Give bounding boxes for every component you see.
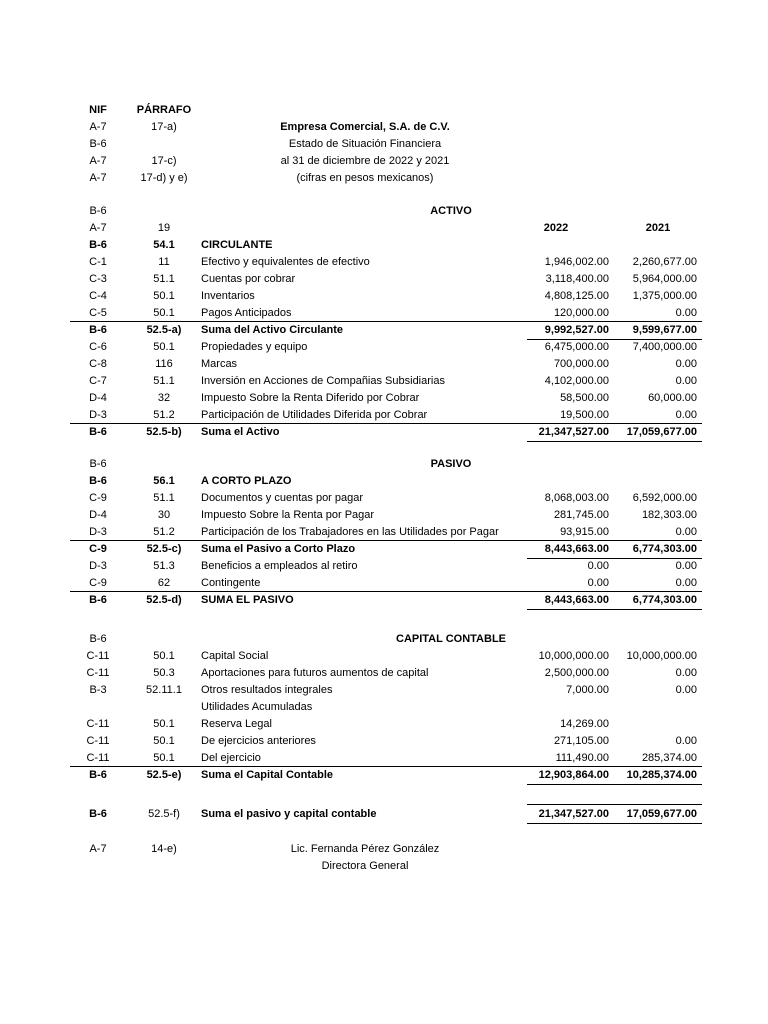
amount-2021-cell: 182,303.00	[641, 509, 697, 521]
parrafo-cell: 19	[157, 222, 171, 234]
description-cell: Inventarios	[201, 290, 255, 302]
parrafo-cell: 52.5-b)	[146, 426, 182, 438]
nif-cell: C-1	[89, 256, 107, 268]
description-cell: CIRCULANTE	[201, 239, 273, 251]
amount-2021-cell: 60,000.00	[648, 392, 697, 404]
amount-2022-cell: 19,500.00	[560, 409, 609, 421]
double-rule-top	[527, 804, 702, 805]
amount-2021-cell: 0.00	[675, 735, 697, 747]
pasivo-row	[0, 541, 768, 558]
parrafo-cell: 52.5-d)	[146, 594, 182, 606]
parrafo-cell: 17-a)	[151, 121, 177, 133]
activo-row	[0, 288, 768, 305]
nif-cell: D-4	[89, 392, 107, 404]
subtotal-rule	[70, 423, 702, 424]
capital-row	[0, 716, 768, 733]
nif-cell: A-7	[89, 155, 107, 167]
description-cell: Utilidades Acumuladas	[201, 701, 313, 713]
amount-2022-cell: 111,490.00	[555, 752, 609, 764]
parrafo-cell: 52.11.1	[146, 684, 182, 696]
amount-2022-cell: 281,745.00	[553, 509, 609, 521]
subtotal-bottom-rule	[527, 441, 702, 442]
amount-2021-cell: 5,964,000.00	[632, 273, 697, 285]
activo-row	[0, 322, 768, 339]
nif-cell: B-6	[89, 458, 107, 470]
description-cell: Otros resultados integrales	[201, 684, 333, 696]
amount-2022-cell: 8,443,663.00	[544, 543, 609, 555]
parrafo-cell: 11	[158, 256, 170, 268]
capital-heading-row	[0, 631, 768, 648]
amount-2021-cell: 0.00	[675, 577, 697, 589]
amount-2022-cell: 4,102,000.00	[544, 375, 609, 387]
amount-2021-cell: 10,000,000.00	[626, 650, 697, 662]
parrafo-cell: 30	[157, 509, 171, 521]
nif-cell: C-8	[89, 358, 107, 370]
amount-2022-cell: 21,347,527.00	[538, 426, 609, 438]
parrafo-cell: 17-d) y e)	[140, 172, 188, 184]
description-cell: Propiedades y equipo	[201, 341, 308, 353]
section-heading-capital: CAPITAL CONTABLE	[396, 633, 506, 645]
amount-2022-cell: 7,000.00	[566, 684, 609, 696]
nif-cell: C-4	[89, 290, 107, 302]
nif-cell: C-3	[89, 273, 107, 285]
activo-row	[0, 390, 768, 407]
parrafo-cell: 51.2	[153, 526, 175, 538]
parrafo-cell: 52.5-f)	[148, 808, 180, 820]
activo-row	[0, 339, 768, 356]
amount-2021-cell: 17,059,677.00	[626, 426, 697, 438]
nif-cell: C-6	[89, 341, 107, 353]
parrafo-cell: 54.1	[153, 239, 175, 251]
capital-row	[0, 767, 768, 784]
signatory-name: Lic. Fernanda Pérez González	[290, 843, 440, 855]
parrafo-cell: 56.1	[153, 475, 175, 487]
parrafo-cell: 52.5-e)	[146, 769, 182, 781]
amount-2022-cell: 0.00	[587, 577, 609, 589]
parrafo-cell: 32	[157, 392, 171, 404]
pasivo-row	[0, 473, 768, 490]
amount-2021-cell: 0.00	[675, 667, 697, 679]
description-cell: Inversión en Acciones de Compañias Subsidiarias	[201, 375, 445, 387]
nif-cell: B-3	[89, 684, 107, 696]
nif-cell: D-3	[89, 409, 107, 421]
amount-2022-cell: 2,500,000.00	[544, 667, 609, 679]
subtotal-rule	[70, 321, 702, 322]
amount-2021-cell: 285,374.00	[641, 752, 697, 764]
description-cell: A CORTO PLAZO	[201, 475, 292, 487]
amount-2022-cell: 271,105.00	[553, 735, 609, 747]
amount-2021-cell: 0.00	[675, 358, 697, 370]
nif-cell: B-6	[89, 594, 107, 606]
description-cell: Aportaciones para futuros aumentos de capital	[201, 667, 429, 679]
nif-cell: C-9	[89, 492, 107, 504]
nif-cell: D-3	[89, 526, 107, 538]
grand-total-2021: 17,059,677.00	[626, 808, 697, 820]
parrafo-cell: 62	[157, 577, 171, 589]
capital-row	[0, 699, 768, 716]
statement-date: al 31 de diciembre de 2022 y 2021	[280, 155, 450, 167]
activo-row	[0, 271, 768, 288]
activo-row	[0, 254, 768, 271]
subtotal-rule	[70, 591, 702, 592]
activo-row	[0, 237, 768, 254]
parrafo-cell: 52.5-a)	[146, 324, 182, 336]
signatory-position: Directora General	[321, 860, 409, 872]
nif-cell: B-6	[89, 633, 107, 645]
description-cell: Impuesto Sobre la Renta por Pagar	[201, 509, 375, 521]
pasivo-heading-row	[0, 456, 768, 473]
amount-2021-cell: 10,285,374.00	[626, 769, 697, 781]
amount-2022-cell: 8,068,003.00	[544, 492, 609, 504]
amount-2021-cell: 6,774,303.00	[632, 594, 697, 606]
subtotal-bottom-rule	[527, 339, 702, 340]
description-cell: Del ejercicio	[201, 752, 261, 764]
amount-2022-cell: 0.00	[587, 560, 609, 572]
nif-cell: B-6	[89, 769, 107, 781]
parrafo-cell: 51.1	[153, 492, 175, 504]
amount-2021-cell: 1,375,000.00	[632, 290, 697, 302]
parrafo-cell: 14-e)	[151, 843, 177, 855]
amount-2022-cell: 1,946,002.00	[544, 256, 609, 268]
subtotal-rule	[70, 540, 702, 541]
nif-cell: C-11	[86, 718, 110, 730]
amount-2022-cell: 12,903,864.00	[538, 769, 609, 781]
amount-2021-cell: 0.00	[675, 526, 697, 538]
capital-row	[0, 648, 768, 665]
capital-row	[0, 750, 768, 767]
grand-total-row	[0, 806, 768, 823]
activo-row	[0, 305, 768, 322]
amount-2022-cell: 14,269.00	[560, 718, 609, 730]
title-line	[0, 153, 768, 170]
total-rule-bottom	[527, 823, 702, 824]
parrafo-cell: 50.1	[153, 718, 175, 730]
pasivo-row	[0, 592, 768, 609]
description-cell: Capital Social	[201, 650, 269, 662]
amount-2022-cell: 3,118,400.00	[545, 273, 609, 285]
subtotal-bottom-rule	[527, 784, 702, 785]
statement-title: Estado de Situación Financiera	[288, 138, 442, 150]
activo-heading-row	[0, 203, 768, 220]
nif-cell: C-9	[89, 543, 107, 555]
parrafo-cell: 51.1	[153, 375, 175, 387]
pasivo-row	[0, 507, 768, 524]
amount-2022-cell: 93,915.00	[560, 526, 609, 538]
title-line	[0, 119, 768, 136]
description-cell: Reserva Legal	[201, 718, 272, 730]
subtotal-bottom-rule	[527, 609, 702, 610]
capital-row	[0, 682, 768, 699]
parrafo-cell: 17-c)	[151, 155, 177, 167]
parrafo-cell: 51.1	[153, 273, 175, 285]
activo-row	[0, 356, 768, 373]
amount-2021-cell: 0.00	[675, 409, 697, 421]
amount-2021-cell: 0.00	[675, 684, 697, 696]
nif-cell: B-6	[89, 475, 107, 487]
amount-2021-cell: 7,400,000.00	[632, 341, 697, 353]
amount-2021-cell: 0.00	[675, 375, 697, 387]
nif-cell: B-6	[89, 205, 107, 217]
amount-2022-cell: 4,808,125.00	[544, 290, 609, 302]
nif-cell: A-7	[89, 172, 107, 184]
description-cell: Participación de Utilidades Diferida por Cobrar	[201, 409, 428, 421]
pasivo-row	[0, 558, 768, 575]
parrafo-cell: 51.2	[153, 409, 175, 421]
subtotal-rule	[70, 766, 702, 767]
parrafo-cell: 50.1	[153, 650, 175, 662]
description-cell: Documentos y cuentas por pagar	[201, 492, 364, 504]
amount-2021-cell: 6,774,303.00	[632, 543, 697, 555]
activo-row	[0, 407, 768, 424]
description-cell: Impuesto Sobre la Renta Diferido por Cobrar	[201, 392, 420, 404]
capital-row	[0, 733, 768, 750]
year-2021-header: 2021	[645, 222, 671, 234]
amount-2022-cell: 700,000.00	[553, 358, 609, 370]
years-header-row	[0, 220, 768, 237]
pasivo-row	[0, 575, 768, 592]
title-line	[0, 170, 768, 187]
amount-2022-cell: 8,443,663.00	[544, 594, 609, 606]
grand-total-2022: 21,347,527.00	[538, 808, 609, 820]
year-2022-header: 2022	[543, 222, 569, 234]
description-cell: Pagos Anticipados	[201, 307, 292, 319]
nif-cell: C-11	[86, 667, 110, 679]
amount-2021-cell: 2,260,677.00	[632, 256, 697, 268]
description-cell: Cuentas por cobrar	[201, 273, 296, 285]
nif-cell: B-6	[89, 324, 107, 336]
nif-cell: B-6	[89, 426, 107, 438]
subtotal-bottom-rule	[527, 558, 702, 559]
nif-cell: C-5	[89, 307, 107, 319]
column-header-row	[0, 102, 768, 119]
capital-row	[0, 665, 768, 682]
nif-cell: C-7	[89, 375, 107, 387]
description-cell: Participación de los Trabajadores en las Utilidades por Pagar	[201, 526, 499, 538]
company-name: Empresa Comercial, S.A. de C.V.	[280, 121, 450, 133]
activo-row	[0, 424, 768, 441]
pasivo-row	[0, 490, 768, 507]
amount-2021-cell: 9,599,677.00	[632, 324, 697, 336]
parrafo-cell: 51.3	[153, 560, 175, 572]
parrafo-cell: 52.5-c)	[146, 543, 182, 555]
nif-cell: A-7	[89, 843, 107, 855]
description-cell: Marcas	[201, 358, 238, 370]
description-cell: Contingente	[201, 577, 261, 589]
parrafo-cell: 50.1	[153, 752, 175, 764]
amount-2022-cell: 120,000.00	[553, 307, 609, 319]
description-cell: Suma el Capital Contable	[201, 769, 334, 781]
statement-currency: (cifras en pesos mexicanos)	[296, 172, 434, 184]
activo-row	[0, 373, 768, 390]
section-heading-activo: ACTIVO	[430, 205, 472, 217]
signature-row	[0, 841, 768, 858]
nif-cell: B-6	[89, 138, 107, 150]
description-cell: Efectivo y equivalentes de efectivo	[201, 256, 370, 268]
grand-total-label: Suma el pasivo y capital contable	[201, 808, 377, 820]
parrafo-cell: 50.3	[153, 667, 175, 679]
nif-cell: D-3	[89, 560, 107, 572]
nif-cell: C-11	[86, 735, 110, 747]
nif-cell: A-7	[89, 121, 107, 133]
pasivo-row	[0, 524, 768, 541]
col-parrafo-header: PÁRRAFO	[136, 104, 192, 116]
amount-2022-cell: 58,500.00	[560, 392, 609, 404]
nif-cell: B-6	[89, 808, 107, 820]
parrafo-cell: 50.1	[153, 341, 175, 353]
amount-2022-cell: 9,992,527.00	[544, 324, 609, 336]
description-cell: Suma del Activo Circulante	[201, 324, 344, 336]
parrafo-cell: 50.1	[153, 735, 175, 747]
description-cell: Suma el Activo	[201, 426, 280, 438]
nif-cell: C-11	[86, 752, 110, 764]
parrafo-cell: 50.1	[153, 307, 175, 319]
signature-position-row	[0, 858, 768, 875]
description-cell: De ejercicios anteriores	[201, 735, 316, 747]
col-nif-header: NIF	[89, 104, 107, 116]
nif-cell: A-7	[89, 222, 107, 234]
description-cell: SUMA EL PASIVO	[201, 594, 294, 606]
parrafo-cell: 50.1	[153, 290, 175, 302]
amount-2021-cell: 0.00	[675, 560, 697, 572]
nif-cell: B-6	[89, 239, 107, 251]
amount-2021-cell: 0.00	[675, 307, 697, 319]
nif-cell: C-9	[89, 577, 107, 589]
nif-cell: C-11	[86, 650, 110, 662]
section-heading-pasivo: PASIVO	[430, 458, 472, 470]
description-cell: Suma el Pasivo a Corto Plazo	[201, 543, 356, 555]
amount-2022-cell: 10,000,000.00	[538, 650, 609, 662]
nif-cell: D-4	[89, 509, 107, 521]
amount-2021-cell: 6,592,000.00	[632, 492, 697, 504]
description-cell: Beneficios a empleados al retiro	[201, 560, 358, 572]
amount-2022-cell: 6,475,000.00	[544, 341, 609, 353]
parrafo-cell: 116	[155, 358, 173, 370]
title-line	[0, 136, 768, 153]
